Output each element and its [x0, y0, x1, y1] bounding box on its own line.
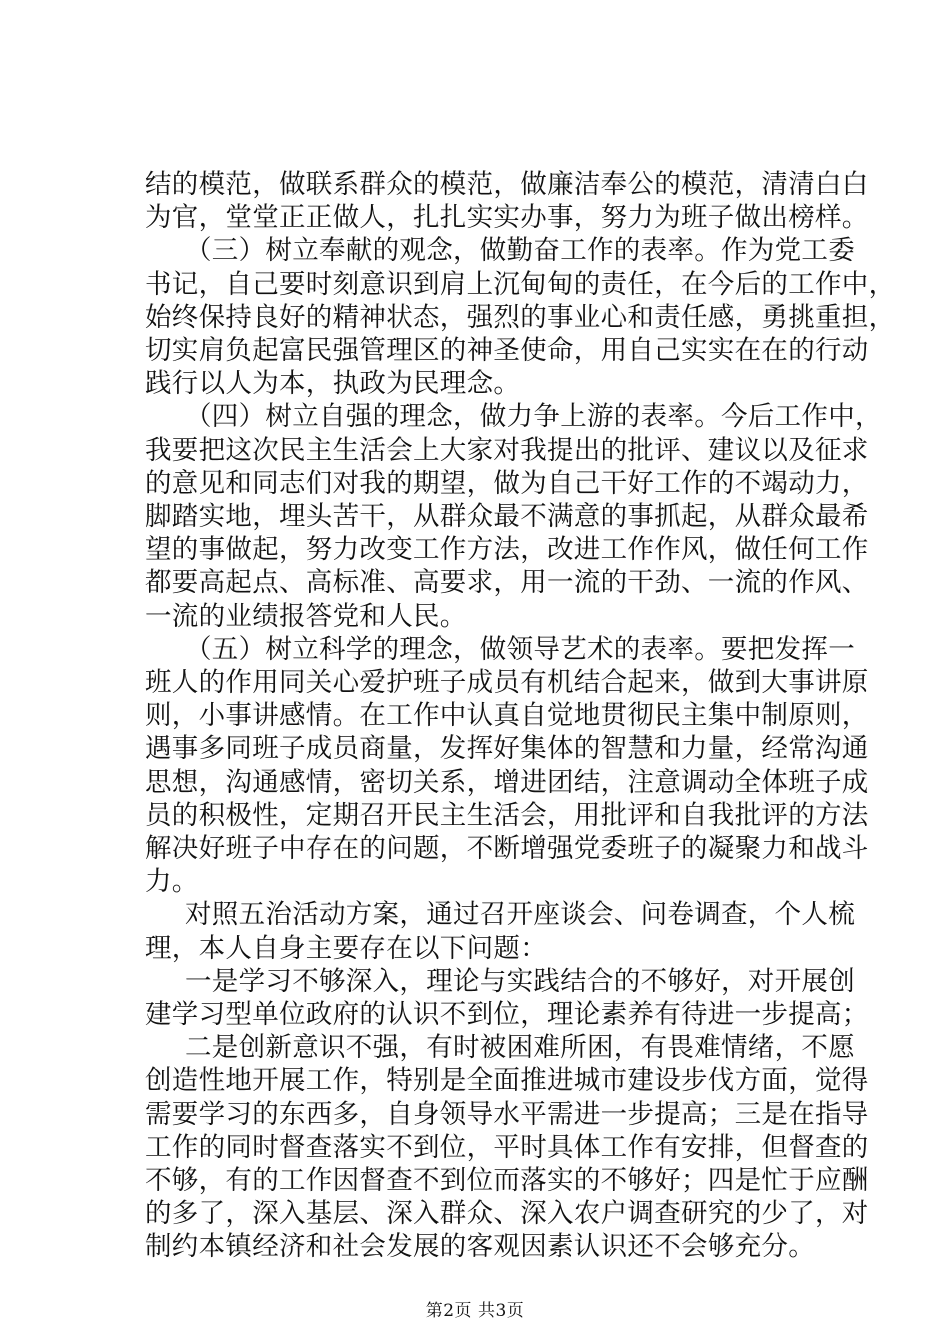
text-line: 切实肩负起富民强管理区的神圣使命，用自己实实在在的行动 — [145, 335, 869, 366]
text-line: 工作的同时督查落实不到位，平时具体工作有安排，但督查的 — [145, 1131, 869, 1163]
text-line: 始终保持良好的精神状态，强烈的事业心和责任感，勇挑重担， — [145, 301, 896, 333]
text-line: 践行以人为本，执政为民理念。 — [145, 368, 521, 400]
text-line: 员的积极性，定期召开民主生活会，用批评和自我批评的方法 — [145, 799, 869, 831]
text-line: 建学习型单位政府的认识不到位，理论素养有待进一步提高； — [145, 999, 869, 1030]
text-line: 需要学习的东西多，自身领导水平需进一步提高；三是在指导 — [145, 1098, 869, 1130]
text-line: 制约本镇经济和社会发展的客观因素认识还不会够充分。 — [145, 1231, 815, 1263]
text-line: 力。 — [145, 866, 199, 898]
text-line: 为官，堂堂正正做人，扎扎实实办事，努力为班子做出榜样。 — [145, 202, 869, 234]
text-line: 脚踏实地，埋头苦干，从群众最不满意的事抓起，从群众最希 — [145, 501, 869, 532]
text-line: 则，小事讲感情。在工作中认真自觉地贯彻民主集中制原则， — [145, 700, 869, 732]
text-line: 对照五治活动方案，通过召开座谈会、问卷调查，个人梳 — [185, 899, 855, 931]
text-line: 思想，沟通感情，密切关系，增进团结，注意调动全体班子成 — [145, 766, 869, 798]
text-line: （五）树立科学的理念，做领导艺术的表率。要把发挥一 — [185, 633, 855, 665]
text-line: 班人的作用同关心爱护班子成员有机结合起来，做到大事讲原 — [145, 667, 869, 698]
page-number: 第2页 共3页 — [425, 1301, 525, 1321]
text-line: 二是创新意识不强，有时被困难所困，有畏难情绪，不愿 — [185, 1032, 855, 1064]
text-line: 的意见和同志们对我的期望，做为自己干好工作的不竭动力， — [145, 467, 869, 499]
text-line: 的多了，深入基层、深入群众、深入农户调查研究的少了，对 — [145, 1198, 869, 1230]
text-line: （四）树立自强的理念，做力争上游的表率。今后工作中， — [185, 401, 882, 433]
text-line: 都要高起点、高标准、高要求，用一流的干劲、一流的作风、 — [145, 567, 869, 599]
text-line: 不够，有的工作因督查不到位而落实的不够好；四是忙于应酬 — [145, 1165, 869, 1196]
text-line: 书记，自己要时刻意识到肩上沉甸甸的责任，在今后的工作中， — [145, 268, 896, 300]
text-line: 我要把这次民主生活会上大家对我提出的批评、建议以及征求 — [145, 434, 869, 466]
text-line: 结的模范，做联系群众的模范，做廉洁奉公的模范，清清白白 — [145, 169, 869, 200]
text-line: 一流的业绩报答党和人民。 — [145, 600, 467, 632]
text-line: 一是学习不够深入，理论与实践结合的不够好，对开展创 — [185, 965, 855, 997]
text-line: 遇事多同班子成员商量，发挥好集体的智慧和力量，经常沟通 — [145, 733, 869, 765]
text-line: 理，本人自身主要存在以下问题： — [145, 932, 547, 964]
text-line: （三）树立奉献的观念，做勤奋工作的表率。作为党工委 — [185, 235, 855, 267]
text-line: 创造性地开展工作，特别是全面推进城市建设步伐方面，觉得 — [145, 1065, 869, 1097]
text-line: 解决好班子中存在的问题，不断增强党委班子的凝聚力和战斗 — [145, 833, 869, 864]
text-line: 望的事做起，努力改变工作方法，改进工作作风，做任何工作 — [145, 534, 869, 566]
